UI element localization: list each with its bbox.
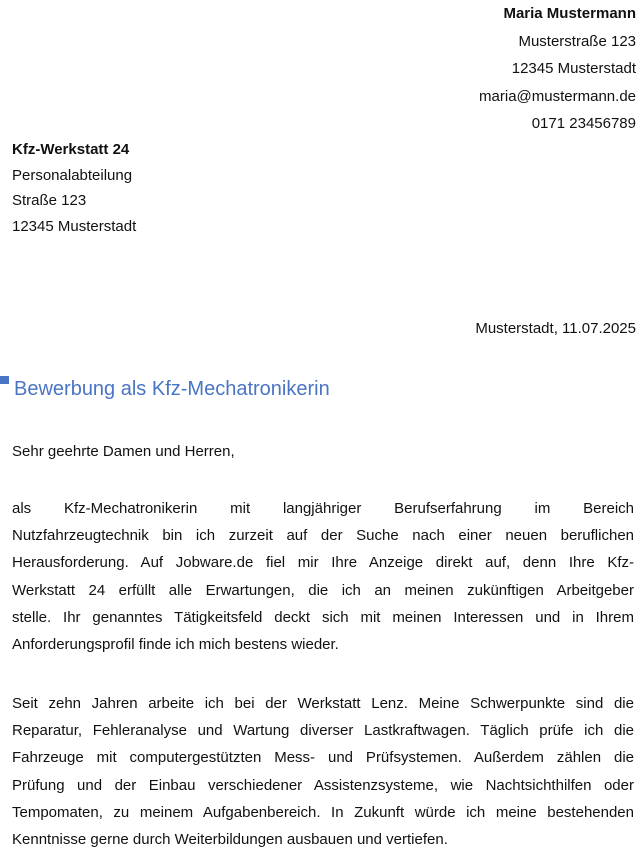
recipient-department: Personalabteilung xyxy=(12,166,133,184)
body-paragraph-1 xyxy=(12,495,634,658)
recipient-block xyxy=(12,137,136,239)
sender-email: maria@mustermann.de xyxy=(479,87,636,105)
paragraph-line: Seit zehn Jahren arbeite ich bei der Werkstatt Lenz. Meine Schwerpunkte sind die xyxy=(12,695,634,712)
sender-street: Musterstraße 123 xyxy=(518,32,636,50)
recipient-city: 12345 Musterstadt xyxy=(12,217,137,235)
sender-phone: 0171 23456789 xyxy=(531,115,636,132)
recipient-street: Straße 123 xyxy=(12,192,87,209)
paragraph-line: Tempomaten, zu meinem Aufgabenbereich. In Zukunft würde ich meine bestehenden xyxy=(12,803,634,821)
sender-city: 12345 Musterstadt xyxy=(511,60,636,77)
paragraph-line: Anforderungsprofil finde ich mich bestens wieder. xyxy=(12,636,339,654)
paragraph-line: Werkstatt 24 erfüllt alle Erwartungen, die ich an meinen zukünftigen Arbeitgeber xyxy=(12,581,634,599)
letter-subject: Bewerbung als Kfz-Mechatronikerin xyxy=(14,378,330,400)
letter-date: Musterstadt, 11.07.2025 xyxy=(475,320,636,337)
body-paragraph-2 xyxy=(12,690,634,853)
sender-name: Maria Mustermann xyxy=(503,5,636,22)
subject-marker xyxy=(0,376,9,384)
paragraph-line: Nutzfahrzeugtechnik bin ich zurzeit auf der Suche nach einer neuen beruflichen xyxy=(12,527,634,545)
paragraph-line: Kenntnisse gerne durch Weiterbildungen ausbauen und vertiefen. xyxy=(12,831,448,849)
paragraph-line: stelle. Ihr genanntes Tätigkeitsfeld deckt sich mit meinen Interessen und in Ihrem xyxy=(12,608,634,626)
sender-block xyxy=(479,0,636,138)
paragraph-line: Herausforderung. Auf Jobware.de fiel mir Ihre Anzeige direkt auf, denn Ihre Kfz- xyxy=(12,554,634,572)
paragraph-line: Reparatur, Fehleranalyse und Wartung diverser Lastkraftwagen. Täglich prüfe ich die xyxy=(12,722,634,740)
paragraph-line: Prüfung und der Einbau verschiedener Assistenzsysteme, wie Nachtsichthilfen oder xyxy=(12,776,634,794)
recipient-company: Kfz-Werkstatt 24 xyxy=(12,141,130,158)
paragraph-line: als Kfz-Mechatronikerin mit langjähriger Berufserfahrung im Bereich xyxy=(12,500,634,517)
salutation: Sehr geehrte Damen und Herren, xyxy=(12,443,235,460)
paragraph-line: Fahrzeuge mit computergestützten Mess- und Prüfsystemen. Außerdem zählen die xyxy=(12,749,634,767)
